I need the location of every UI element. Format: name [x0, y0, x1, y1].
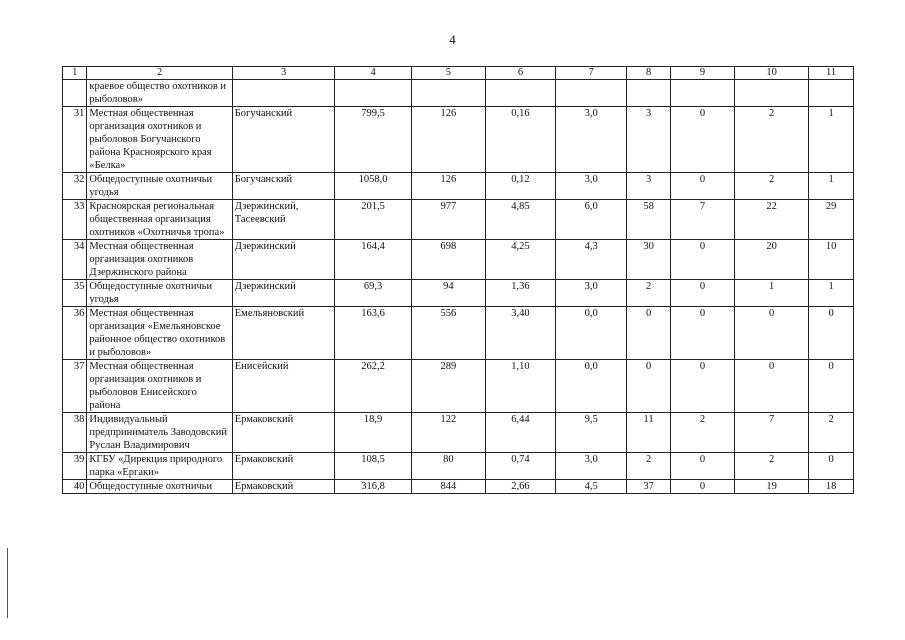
cell-col9-value: 0	[670, 453, 734, 480]
cell-col9-value: 0	[670, 360, 734, 413]
cell-district: Ермаковский	[232, 413, 335, 453]
cell-area: 164,4	[335, 240, 411, 280]
cell-col10-value: 0	[734, 360, 808, 413]
cell-col8-value: 2	[627, 280, 671, 307]
cell-col5-value: 126	[411, 107, 485, 173]
cell-row-number: 31	[63, 107, 87, 173]
cell-district: Богучанский	[232, 107, 335, 173]
page-number: 4	[449, 32, 456, 47]
header-row	[63, 67, 854, 80]
cell-organization-name: Местная общественная организация охотников Дзержинского района	[87, 240, 232, 280]
column-header-1: 1	[63, 67, 87, 80]
cell-col9-value: 0	[670, 307, 734, 360]
cell-col5-value: 844	[411, 480, 485, 494]
cell-col10-value: 2	[734, 107, 808, 173]
cell-col8-value: 30	[627, 240, 671, 280]
cell-area: 201,5	[335, 200, 411, 240]
cell-col11-value: 0	[809, 307, 854, 360]
cell-organization-name: Общедоступные охотничьи угодья	[87, 173, 232, 200]
column-header-9: 9	[670, 67, 734, 80]
table-row	[63, 360, 854, 413]
table-row	[63, 80, 854, 107]
cell-col5-value: 556	[411, 307, 485, 360]
cell-col7-value: 6,0	[556, 200, 627, 240]
table-row	[63, 480, 854, 494]
cell-row-number: 39	[63, 453, 87, 480]
cell-col5-value: 289	[411, 360, 485, 413]
cell-col11-value: 1	[809, 107, 854, 173]
cell-col5-value: 126	[411, 173, 485, 200]
cell-area: 69,3	[335, 280, 411, 307]
cell-col6-value: 3,40	[485, 307, 555, 360]
cell-col10-value: 2	[734, 453, 808, 480]
cell-col8-value: 3	[627, 107, 671, 173]
cell-col8-value: 2	[627, 453, 671, 480]
cell-area: 316,8	[335, 480, 411, 494]
table-row	[63, 107, 854, 173]
cell-col6-value	[485, 80, 555, 107]
cell-row-number: 35	[63, 280, 87, 307]
cell-col8-value: 3	[627, 173, 671, 200]
table-row	[63, 307, 854, 360]
cell-col8-value: 58	[627, 200, 671, 240]
cell-col9-value: 0	[670, 107, 734, 173]
cell-col6-value: 0,12	[485, 173, 555, 200]
cell-col7-value: 0,0	[556, 360, 627, 413]
cell-col6-value: 1,36	[485, 280, 555, 307]
cell-district: Емельяновский	[232, 307, 335, 360]
cell-col11-value: 0	[809, 360, 854, 413]
cell-district: Дзержинский	[232, 280, 335, 307]
cell-col5-value	[411, 80, 485, 107]
cell-area: 108,5	[335, 453, 411, 480]
cell-col9-value: 7	[670, 200, 734, 240]
cell-col10-value: 7	[734, 413, 808, 453]
cell-col6-value: 4,25	[485, 240, 555, 280]
cell-area: 262,2	[335, 360, 411, 413]
cell-row-number: 33	[63, 200, 87, 240]
cell-col10-value: 1	[734, 280, 808, 307]
cell-col5-value: 698	[411, 240, 485, 280]
cell-organization-name: Общедоступные охотничьи	[87, 480, 232, 494]
cell-district: Дзержинский, Тасеевский	[232, 200, 335, 240]
table-row	[63, 280, 854, 307]
table-row	[63, 173, 854, 200]
cell-col9-value: 0	[670, 280, 734, 307]
column-header-7: 7	[556, 67, 627, 80]
column-header-3: 3	[232, 67, 335, 80]
cell-col6-value: 0,16	[485, 107, 555, 173]
table-row	[63, 453, 854, 480]
column-header-4: 4	[335, 67, 411, 80]
cell-organization-name: Местная общественная организация охотников и рыболовов Богучанского района Красноярского края «Белка»	[87, 107, 232, 173]
cell-col10-value	[734, 80, 808, 107]
cell-col7-value: 3,0	[556, 280, 627, 307]
cell-col11-value: 18	[809, 480, 854, 494]
cell-col8-value: 0	[627, 307, 671, 360]
cell-col5-value: 94	[411, 280, 485, 307]
cell-organization-name: Индивидуальный предприниматель Заводовский Руслан Владимирович	[87, 413, 232, 453]
cell-col9-value	[670, 80, 734, 107]
cell-organization-name: Местная общественная организация охотников и рыболовов Енисейского района	[87, 360, 232, 413]
cell-col11-value: 29	[809, 200, 854, 240]
cell-district	[232, 80, 335, 107]
cell-row-number: 32	[63, 173, 87, 200]
cell-col7-value	[556, 80, 627, 107]
cell-organization-name: Местная общественная организация «Емельяновское районное общество охотников и рыболовов»	[87, 307, 232, 360]
table-row	[63, 240, 854, 280]
cell-col10-value: 20	[734, 240, 808, 280]
column-header-5: 5	[411, 67, 485, 80]
cell-area: 799,5	[335, 107, 411, 173]
cell-area: 163,6	[335, 307, 411, 360]
cell-col6-value: 4,85	[485, 200, 555, 240]
column-header-8: 8	[627, 67, 671, 80]
cell-col9-value: 0	[670, 173, 734, 200]
table-row	[63, 200, 854, 240]
cell-district: Дзержинский	[232, 240, 335, 280]
table-body	[63, 80, 854, 494]
cell-organization-name: краевое общество охотников и рыболовов»	[87, 80, 232, 107]
cell-col6-value: 2,66	[485, 480, 555, 494]
cell-col7-value: 0,0	[556, 307, 627, 360]
column-header-10: 10	[734, 67, 808, 80]
cell-col7-value: 3,0	[556, 453, 627, 480]
cell-col10-value: 22	[734, 200, 808, 240]
cell-area	[335, 80, 411, 107]
cell-col5-value: 80	[411, 453, 485, 480]
cell-col6-value: 0,74	[485, 453, 555, 480]
cell-row-number: 38	[63, 413, 87, 453]
cell-col6-value: 6,44	[485, 413, 555, 453]
cell-col9-value: 0	[670, 240, 734, 280]
cell-row-number: 37	[63, 360, 87, 413]
cell-col10-value: 19	[734, 480, 808, 494]
cell-col5-value: 122	[411, 413, 485, 453]
hunting-grounds-table	[62, 66, 854, 494]
cell-col11-value: 1	[809, 173, 854, 200]
table-row	[63, 413, 854, 453]
cell-row-number: 34	[63, 240, 87, 280]
cell-row-number	[63, 80, 87, 107]
cell-col11-value: 10	[809, 240, 854, 280]
cell-district: Богучанский	[232, 173, 335, 200]
cell-district: Ермаковский	[232, 480, 335, 494]
column-header-6: 6	[485, 67, 555, 80]
cell-col11-value: 1	[809, 280, 854, 307]
cell-col7-value: 4,5	[556, 480, 627, 494]
cell-organization-name: Общедоступные охотничьи угодья	[87, 280, 232, 307]
cell-col10-value: 2	[734, 173, 808, 200]
cell-col5-value: 977	[411, 200, 485, 240]
cell-organization-name: КГБУ «Дирекция природного парка «Ергаки»	[87, 453, 232, 480]
cell-col7-value: 3,0	[556, 173, 627, 200]
cell-area: 1058,0	[335, 173, 411, 200]
cell-col8-value	[627, 80, 671, 107]
cell-col8-value: 37	[627, 480, 671, 494]
cell-district: Ермаковский	[232, 453, 335, 480]
cell-row-number: 36	[63, 307, 87, 360]
column-header-2: 2	[87, 67, 232, 80]
cell-col7-value: 9,5	[556, 413, 627, 453]
column-header-11: 11	[809, 67, 854, 80]
cell-col8-value: 0	[627, 360, 671, 413]
cell-col9-value: 2	[670, 413, 734, 453]
cell-row-number: 40	[63, 480, 87, 494]
cell-col6-value: 1,10	[485, 360, 555, 413]
cell-col8-value: 11	[627, 413, 671, 453]
cell-area: 18,9	[335, 413, 411, 453]
scan-margin-mark	[7, 548, 8, 618]
cell-col7-value: 3,0	[556, 107, 627, 173]
cell-col10-value: 0	[734, 307, 808, 360]
cell-col7-value: 4,3	[556, 240, 627, 280]
cell-col11-value: 0	[809, 453, 854, 480]
cell-district: Енисейский	[232, 360, 335, 413]
cell-col9-value: 0	[670, 480, 734, 494]
cell-col11-value	[809, 80, 854, 107]
cell-col11-value: 2	[809, 413, 854, 453]
cell-organization-name: Красноярская региональная общественная организация охотников «Охотничья тропа»	[87, 200, 232, 240]
